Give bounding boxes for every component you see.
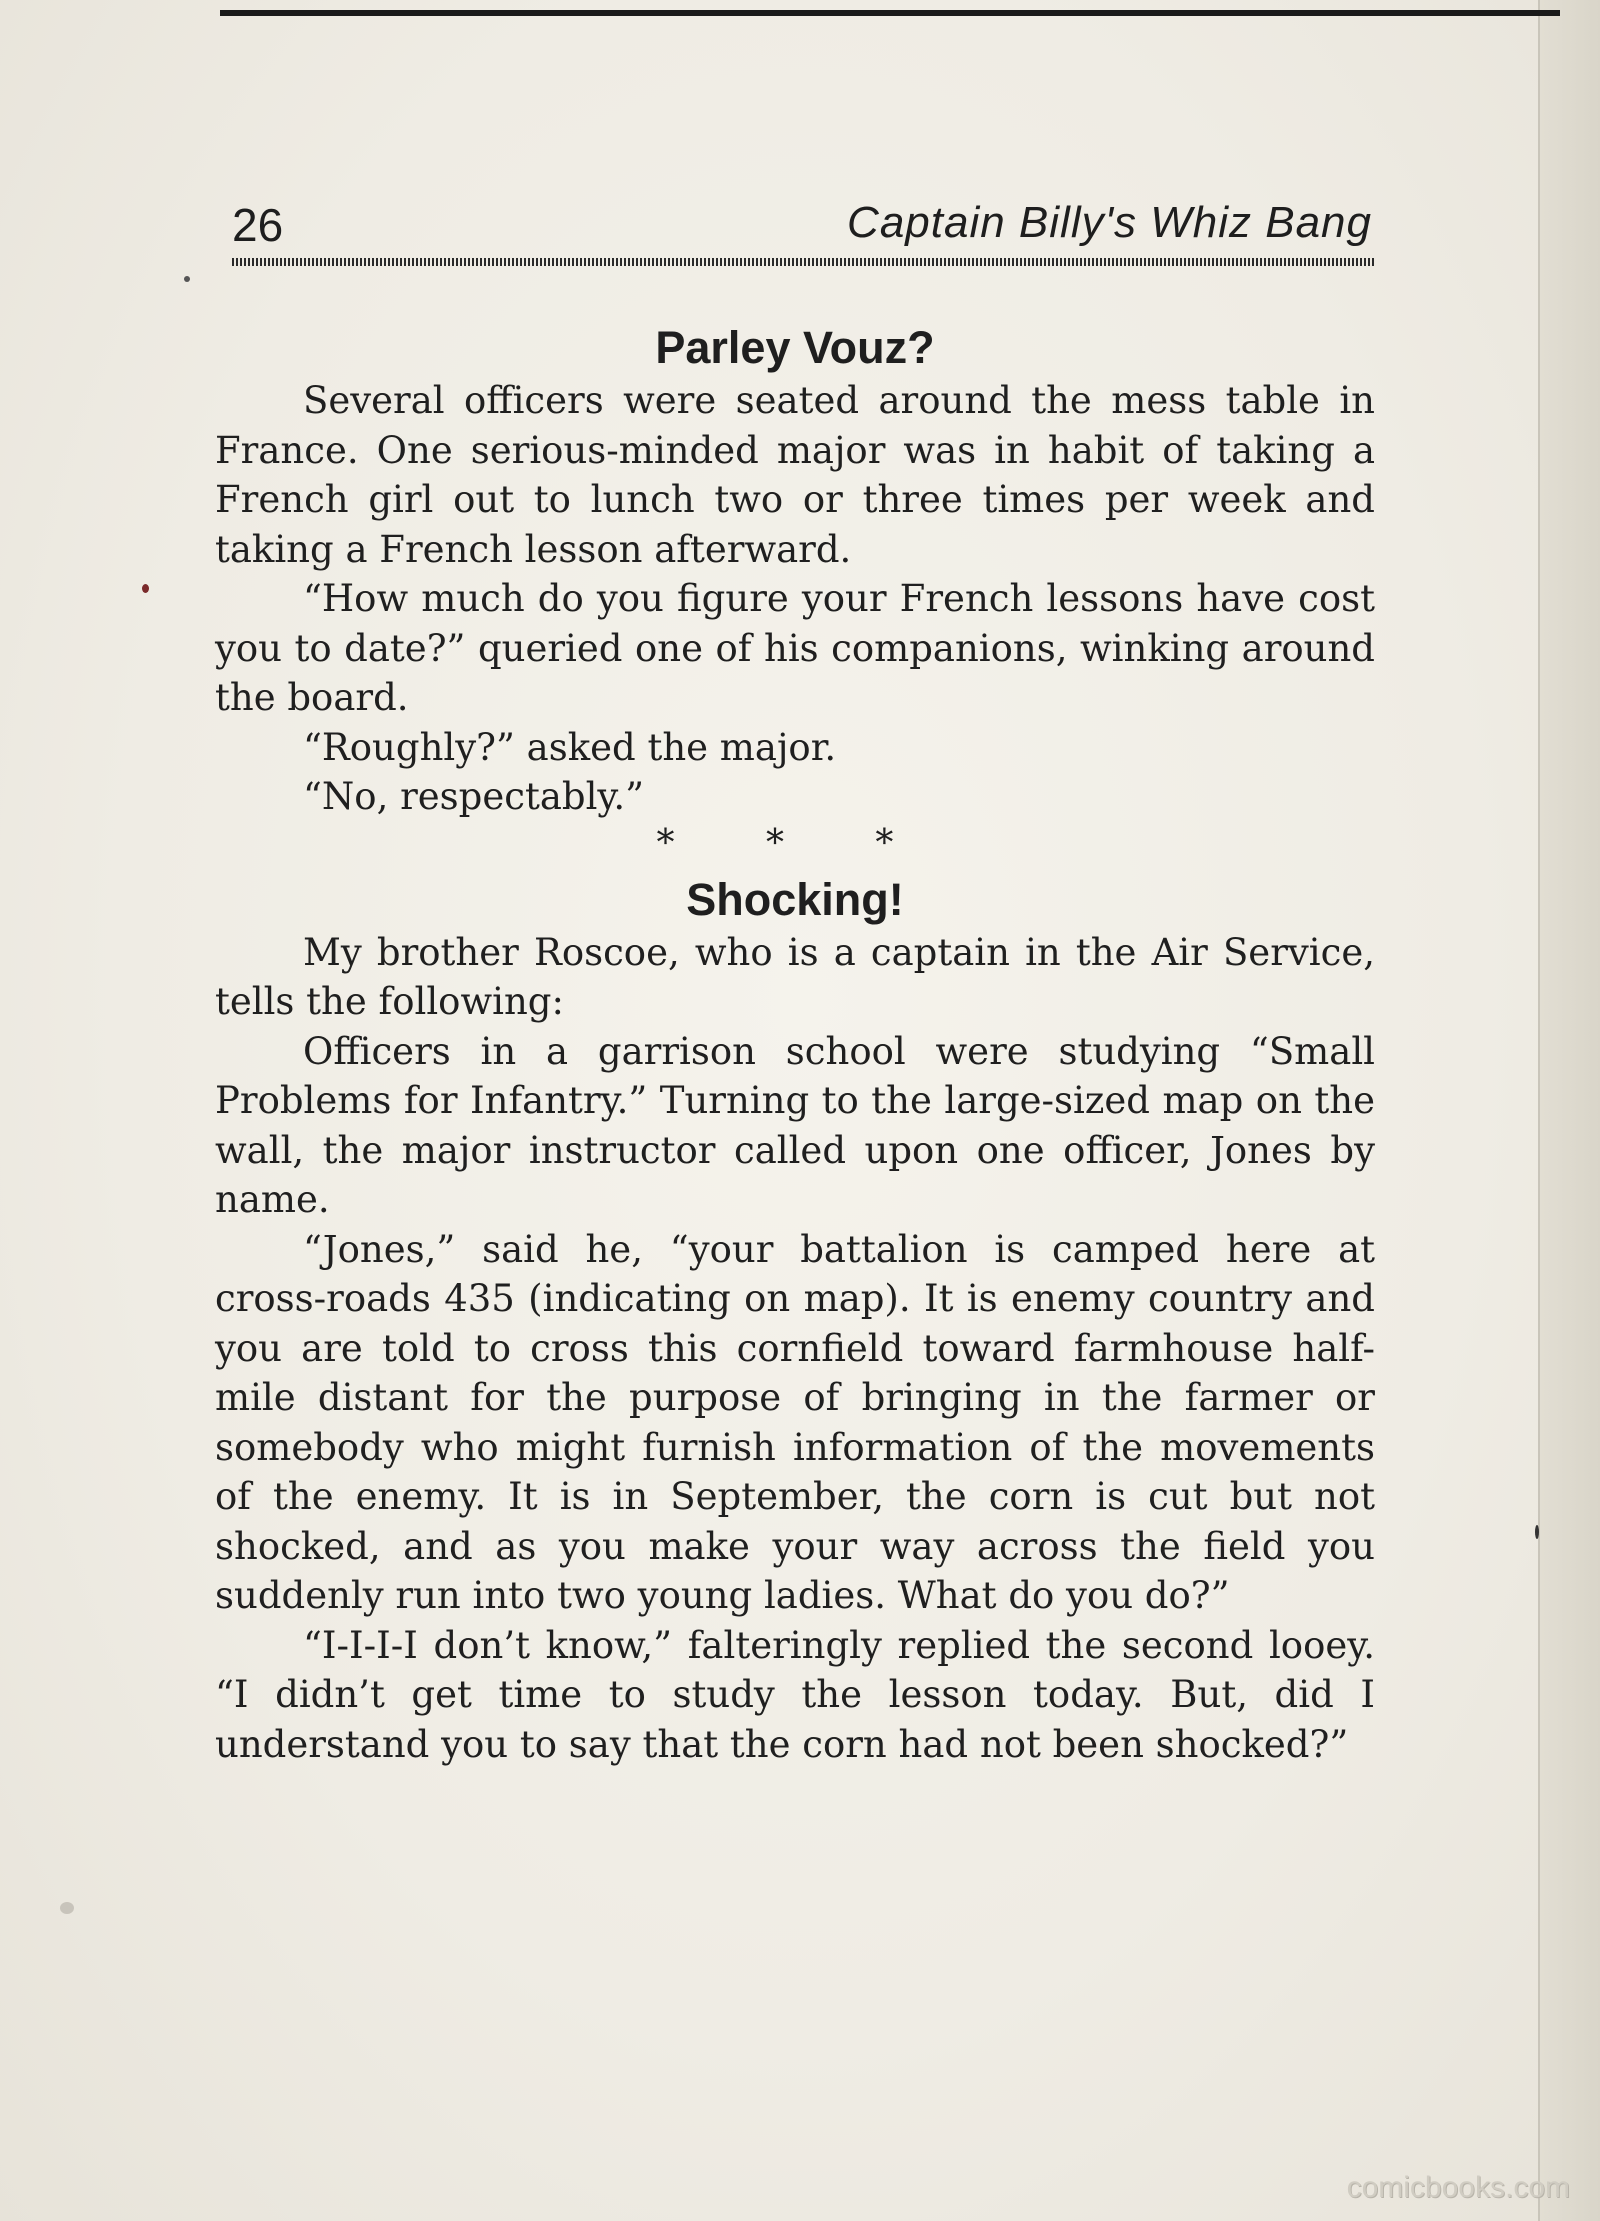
paragraph: “No, respectably.” [303,775,645,818]
section-title: Parley Vouz? [655,322,935,373]
paragraph: My brother Roscoe, who is a captain in the Air Service, tells the following: [215,930,1375,1023]
paper-speck [142,584,149,593]
paragraph: “Jones,” said he, “your battalion is camped here at cross-roads 435 (indicating on map). It is enemy country and you are told to cross this cornfield toward farmhouse half-mile distant for the purpose of bringing in the farmer or somebody who might furnish information of the movements of the enemy. It is in September, the corn is cut but not shocked, and as you make your way across the field you suddenly run into two young ladies. What do you do?” [215,1227,1375,1617]
section-title: Shocking! [686,873,904,925]
paper-speck [184,276,190,282]
top-edge-line [220,10,1560,16]
page-fold-line [1538,0,1540,2221]
paper-speck [60,1902,74,1914]
watermark: comicbooks.com [1346,2171,1570,2204]
paragraph: “How much do you figure your French lessons have cost you to date?” queried one of his companions, winking around the board. [215,577,1375,719]
paragraph: Officers in a garrison school were studying “Small Problems for Infantry.” Turning to the large-sized map on the wall, the major instructor called upon one officer, Jones by name. [215,1029,1375,1221]
paragraph: “Roughly?” asked the major. [303,725,837,769]
paper-speck [1535,1525,1539,1539]
paragraph: “I-I-I-I don’t know,” falteringly replied the second looey. “I didn’t get time to study the lesson today. But, did I understand you to say that the corn had not been shocked?” [215,1623,1375,1766]
article-body [215,320,1375,1769]
header-rule [232,258,1374,266]
running-title: Captain Billy's Whiz Bang [847,198,1372,247]
paragraph: Several officers were seated around the mess table in France. One serious-minded major was in habit of taking a French girl out to lunch two or three times per week and taking a French lesson afterward. [215,379,1375,571]
page-number: 26 [232,199,284,251]
section-separator: * * * [656,822,934,864]
page-edge-shadow [1540,0,1600,2221]
